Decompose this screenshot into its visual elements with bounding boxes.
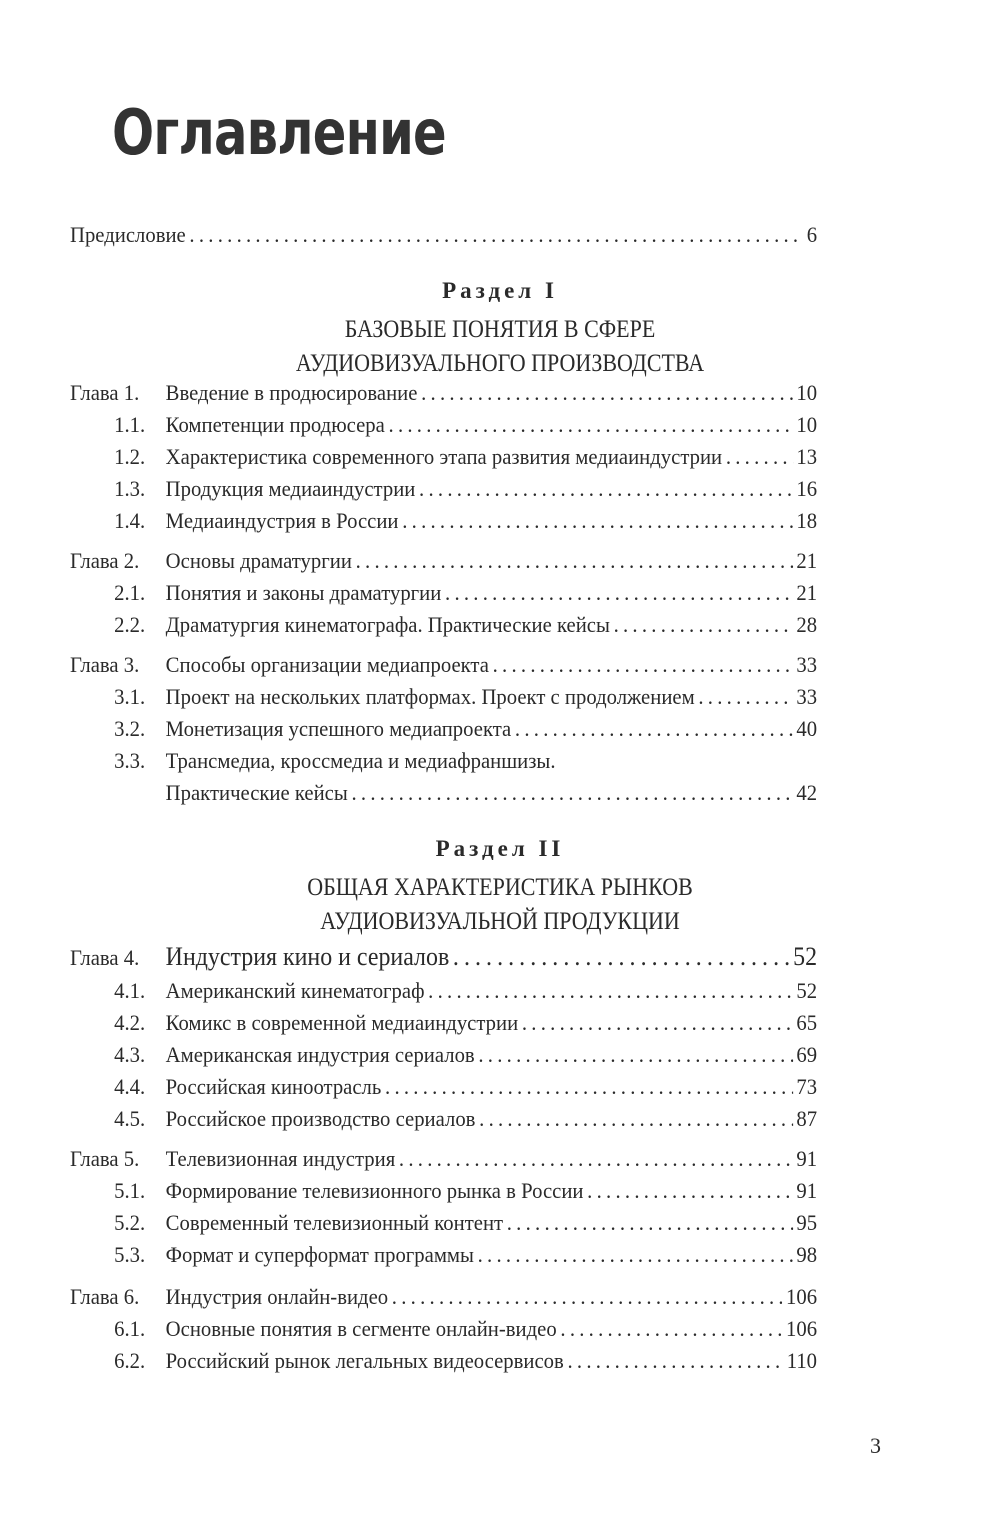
entry-number: 2.2.	[114, 612, 146, 637]
entry-title: Телевизионная индустрия	[165, 1146, 396, 1171]
section-title-line: ОБЩАЯ ХАРАКТЕРИСТИКА РЫНКОВ	[307, 874, 693, 901]
leader-dots	[493, 652, 793, 678]
entry-page: 98	[796, 1242, 818, 1267]
entry-number: 1.1.	[114, 412, 146, 437]
entry-page: 16	[796, 476, 818, 501]
leader-dots	[189, 222, 803, 248]
entry-title: Комикс в современной медиаиндустрии	[165, 1010, 519, 1035]
leader-dots	[507, 1210, 793, 1236]
entry-page: 65	[796, 1010, 818, 1035]
entry-page: 69	[796, 1042, 818, 1067]
entry-number: 5.2.	[114, 1210, 146, 1235]
entry-page: 110	[786, 1348, 818, 1373]
entry-number: 4.5.	[114, 1106, 146, 1131]
leader-dots	[614, 612, 793, 638]
toc-entry-subsection[interactable]	[70, 1348, 817, 1384]
toc-entry-subsection[interactable]	[70, 580, 817, 616]
leader-dots	[479, 1106, 793, 1132]
toc-entry-subsection[interactable]	[70, 978, 817, 1014]
entry-title: Российский рынок легальных видеосервисов	[165, 1348, 564, 1373]
leader-dots	[698, 684, 792, 710]
leader-dots	[402, 508, 792, 534]
toc-entry-subsection[interactable]	[70, 476, 817, 512]
toc-entry-subsection-continued[interactable]	[70, 780, 817, 816]
entry-number: 3.2.	[114, 716, 146, 741]
toc-entry-subsection[interactable]	[70, 1316, 817, 1352]
entry-title: Понятия и законы драматургии	[165, 580, 442, 605]
leader-dots	[453, 942, 790, 972]
section-title-line: БАЗОВЫЕ ПОНЯТИЯ В СФЕРЕ	[344, 316, 656, 343]
toc-entry-chapter[interactable]	[70, 548, 817, 584]
entry-title: Драматургия кинематографа. Практические кейсы	[165, 612, 610, 637]
leader-dots	[356, 548, 793, 574]
leader-dots	[392, 1284, 783, 1310]
leader-dots	[515, 716, 793, 742]
entry-page: 10	[796, 412, 818, 437]
entry-number: 6.2.	[114, 1348, 146, 1373]
leader-dots	[587, 1178, 792, 1204]
toc-entry-chapter[interactable]	[70, 1284, 817, 1320]
entry-number: 5.3.	[114, 1242, 146, 1267]
leader-dots	[351, 780, 792, 806]
entry-title: Основы драматургии	[165, 548, 352, 573]
entry-page: 95	[796, 1210, 818, 1235]
entry-title: Индустрия кино и сериалов	[165, 942, 450, 971]
leader-dots	[385, 1074, 793, 1100]
toc-entry-subsection[interactable]	[70, 444, 817, 480]
toc-entry-subsection[interactable]	[70, 612, 817, 648]
toc-entry-preface[interactable]	[70, 222, 817, 258]
entry-number: Глава 1.	[70, 380, 140, 405]
entry-number: 5.1.	[114, 1178, 146, 1203]
entry-title: Проект на нескольких платформах. Проект с продолжением	[165, 684, 695, 709]
toc-entry-subsection[interactable]	[70, 1042, 817, 1078]
entry-number: 4.3.	[114, 1042, 146, 1067]
toc-entry-subsection[interactable]	[70, 1242, 817, 1278]
entry-title: Практические кейсы	[165, 780, 348, 805]
entry-number: 2.1.	[114, 580, 146, 605]
section-title-line: АУДИОВИЗУАЛЬНОГО ПРОИЗВОДСТВА	[295, 350, 705, 377]
entry-page: 21	[796, 580, 818, 605]
toc-entry-subsection[interactable]	[70, 412, 817, 448]
leader-dots	[478, 1042, 792, 1068]
leader-dots	[445, 580, 793, 606]
entry-number: 3.1.	[114, 684, 146, 709]
entry-number: Глава 6.	[70, 1284, 140, 1309]
entry-number: Глава 2.	[70, 548, 140, 573]
entry-title: Компетенции продюсера	[165, 412, 385, 437]
toc-entry-chapter[interactable]	[70, 942, 817, 978]
entry-number: 4.2.	[114, 1010, 146, 1035]
entry-page: 91	[796, 1178, 818, 1203]
entry-title: Медиаиндустрия в России	[165, 508, 399, 533]
toc-entry-subsection[interactable]	[70, 1010, 817, 1046]
toc-entry-subsection[interactable]	[70, 716, 817, 752]
toc-entry-subsection[interactable]	[70, 508, 817, 544]
entry-page: 10	[796, 380, 818, 405]
entry-page: 106	[785, 1316, 818, 1341]
entry-title: Предисловие	[70, 222, 186, 247]
entry-page: 91	[796, 1146, 818, 1171]
leader-dots	[399, 1146, 793, 1172]
entry-page: 40	[796, 716, 818, 741]
entry-number: 1.2.	[114, 444, 146, 469]
entry-page: 28	[796, 612, 818, 637]
entry-title: Индустрия онлайн-видео	[165, 1284, 389, 1309]
entry-title: Российское производство сериалов	[165, 1106, 476, 1131]
entry-title: Американская индустрия сериалов	[165, 1042, 475, 1067]
entry-page: 52	[796, 978, 818, 1003]
entry-title: Продукция медиаиндустрии	[165, 476, 416, 501]
entry-title: Российская киноотрасль	[165, 1074, 382, 1099]
leader-dots	[478, 1242, 793, 1268]
entry-number: 1.3.	[114, 476, 146, 501]
entry-title: Введение в продюсирование	[165, 380, 418, 405]
toc-entry-subsection[interactable]	[70, 1210, 817, 1246]
entry-title: Характеристика современного этапа развития медиаиндустрии	[165, 444, 723, 469]
toc-entry-chapter[interactable]	[70, 380, 817, 416]
entry-page: 106	[785, 1284, 818, 1309]
entry-title: Формат и суперформат программы	[165, 1242, 474, 1267]
entry-title: Способы организации медиапроекта	[165, 652, 489, 677]
leader-dots	[419, 476, 793, 502]
leader-dots	[522, 1010, 793, 1036]
leader-dots	[428, 978, 792, 1004]
entry-title: Формирование телевизионного рынка в России	[165, 1178, 584, 1203]
entry-page: 13	[796, 444, 818, 469]
toc-entry-subsection[interactable]	[70, 748, 817, 784]
entry-page: 33	[796, 652, 818, 677]
entry-page: 52	[793, 942, 818, 971]
toc-entry-subsection[interactable]	[70, 684, 817, 720]
toc-entry-chapter[interactable]	[70, 1146, 817, 1182]
leader-dots	[389, 412, 793, 438]
entry-title: Современный телевизионный контент	[165, 1210, 504, 1235]
entry-number: 6.1.	[114, 1316, 146, 1341]
leader-dots	[421, 380, 793, 406]
entry-page: 73	[796, 1074, 818, 1099]
entry-title: Трансмедиа, кроссмедиа и медиафраншизы.	[165, 748, 556, 773]
entry-number: Глава 3.	[70, 652, 140, 677]
entry-page: 33	[796, 684, 818, 709]
entry-page: 42	[796, 780, 818, 805]
page-number: 3	[870, 1433, 881, 1458]
entry-number: Глава 4.	[70, 945, 140, 970]
leader-dots	[726, 444, 793, 470]
toc-entry-subsection[interactable]	[70, 1178, 817, 1214]
entry-number: 4.4.	[114, 1074, 146, 1099]
leader-dots	[560, 1316, 782, 1342]
section-title-line: АУДИОВИЗУАЛЬНОЙ ПРОДУКЦИИ	[320, 908, 680, 935]
entry-title: Монетизация успешного медиапроекта	[165, 716, 512, 741]
entry-number: 3.3.	[114, 748, 146, 773]
toc-entry-subsection[interactable]	[70, 1074, 817, 1110]
section-label: Раздел II	[435, 836, 565, 861]
toc-entry-subsection[interactable]	[70, 1106, 817, 1142]
entry-title: Основные понятия в сегменте онлайн-видео	[165, 1316, 557, 1341]
entry-number: 1.4.	[114, 508, 146, 533]
entry-page: 21	[796, 548, 818, 573]
leader-dots	[567, 1348, 783, 1374]
entry-page: 18	[796, 508, 818, 533]
entry-page: 6	[806, 222, 818, 247]
section-label: Раздел I	[442, 278, 558, 303]
toc-entry-chapter[interactable]	[70, 652, 817, 688]
entry-page: 87	[796, 1106, 818, 1131]
entry-title: Американский кинематограф	[165, 978, 425, 1003]
page-title: Оглавление	[112, 96, 446, 169]
entry-number: Глава 5.	[70, 1146, 140, 1171]
entry-number: 4.1.	[114, 978, 146, 1003]
